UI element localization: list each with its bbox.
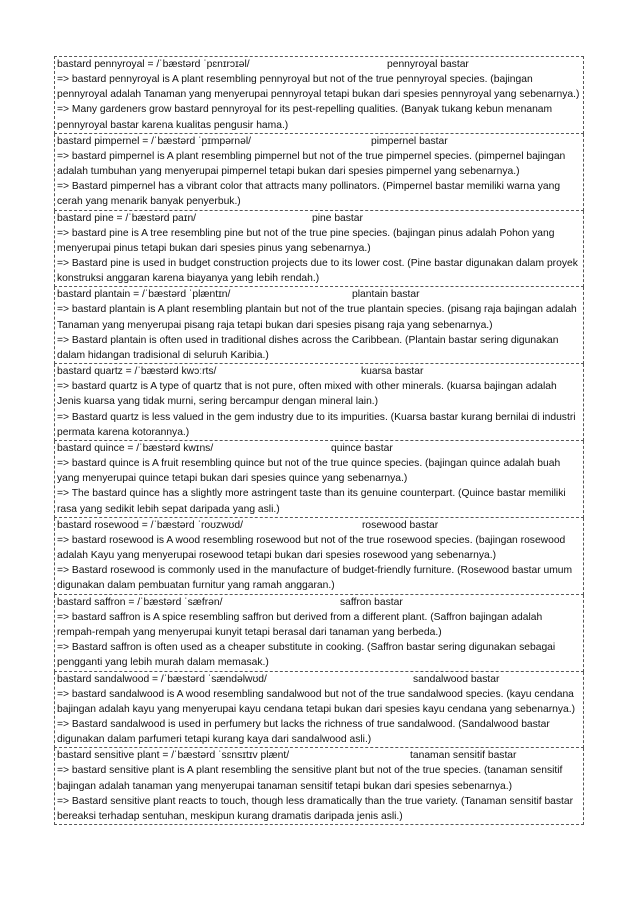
entry-example: => Bastard sandalwood is used in perfumery but lacks the richness of true sandalwood. (Sandalwood bastar digunakan dalam parfumeri tetapi kurang kaya dari sandalwood asli.) <box>57 718 550 746</box>
entry-header <box>57 287 581 302</box>
entry-definition: => bastard rosewood is A wood resembling rosewood but not of the true rosewood species. (bajingan rosewood adalah Kayu yang menyerupai rosewood tetapi bukan dari spesies rosewood yang sebenarnya.) <box>57 534 566 562</box>
entry-header <box>57 134 581 149</box>
entry-example: => The bastard quince has a slightly more astringent taste than its genuine counterpart. (Quince bastar memiliki rasa yang sedikit lebih sepat daripada yang asli.) <box>57 488 566 515</box>
entry-example: => Bastard plantain is often used in traditional dishes across the Caribbean. (Plantain bastar sering digunakan dalam hidangan tradisional di seluruh Karibia.) <box>57 334 559 362</box>
entry-bastard-quartz <box>54 364 584 441</box>
vocabulary-list <box>54 56 584 825</box>
entry-translation: pennyroyal bastar <box>387 59 469 70</box>
entry-translation: quince bastar <box>331 443 393 455</box>
entry-translation: sandalwood bastar <box>413 673 500 685</box>
entry-term: bastard rosewood = /ˈbæstərd ˈroʊzwʊd/ <box>57 519 243 531</box>
entry-example: => Bastard rosewood is commonly used in the manufacture of budget-friendly furniture. (Rosewood bastar umum digunakan dalam pembuatan furnitur yang ramah anggaran.) <box>57 565 573 592</box>
entry-header <box>57 672 581 687</box>
entry-bastard-sensitive-plant <box>54 748 584 825</box>
entry-definition: => bastard quartz is A type of quartz that is not pure, often mixed with other minerals. (kuarsa bajingan adalah Jenis kuarsa yang tidak murni, sering bercampur dengan mineral lain.) <box>57 381 557 408</box>
entry-header <box>57 364 581 379</box>
entry-header <box>57 441 581 456</box>
entry-bastard-saffron <box>54 595 584 672</box>
entry-header <box>57 518 581 533</box>
entry-translation: rosewood bastar <box>362 519 439 531</box>
entry-header <box>57 595 581 610</box>
entry-term: bastard plantain = /ˈbæstərd ˈplæntɪn/ <box>57 289 231 301</box>
entry-translation: kuarsa bastar <box>361 366 424 378</box>
entry-definition: => bastard sandalwood is A wood resembling sandalwood but not of the true sandalwood species. (kayu cendana bajingan adalah kayu yang menyerupai kayu cendana tetapi bukan dari spesies kayu cendana yang sebenarnya.) <box>57 688 576 715</box>
entry-header <box>57 211 581 226</box>
entry-term: bastard sensitive plant = /ˈbæstərd ˈsɛnsɪtɪv plænt/ <box>57 750 290 762</box>
entry-example: => Bastard pine is used in budget construction projects due to its lower cost. (Pine bastar digunakan dalam proyek konstruksi anggaran karena biayanya yang lebih rendah.) <box>57 258 578 285</box>
entry-term: bastard pimpernel = /ˈbæstərd ˈpɪmpərnəl/ <box>57 135 251 147</box>
entry-bastard-pimpernel <box>54 134 584 211</box>
entry-example: => Bastard pimpernel has a vibrant color that attracts many pollinators. (Pimpernel bastar memiliki warna yang cerah yang menarik banyak penyerbuk.) <box>57 181 561 208</box>
entry-term: bastard quartz = /ˈbæstərd kwɔːrts/ <box>57 366 217 378</box>
entry-translation: pine bastar <box>312 212 363 224</box>
entry-example: => Bastard saffron is often used as a cheaper substitute in cooking. (Saffron bastar sering digunakan sebagai pengganti yang lebih murah dalam memasak.) <box>57 642 556 669</box>
entry-bastard-sandalwood <box>54 672 584 749</box>
entry-translation: saffron bastar <box>340 596 403 608</box>
entry-term: bastard pennyroyal = /ˈbæstərd ˈpɛnɪrɔɪəl/ <box>57 59 250 70</box>
entry-definition: => bastard plantain is A plant resembling plantain but not of the true plantain species. (pisang raja bajingan adalah Tanaman yang menyerupai pisang raja tetapi bukan dari spesies pisang raja yang sebenarnya.) <box>57 304 577 331</box>
entry-bastard-pine <box>54 211 584 288</box>
entry-term: bastard saffron = /ˈbæstərd ˈsæfrən/ <box>57 596 223 608</box>
entry-definition: => bastard pennyroyal is A plant resembling pennyroyal but not of the true pennyroyal species. (bajingan pennyroyal adalah Tanaman yang menyerupai pennyroyal tetapi bukan dari spesies pennyroyal yang sebenarnya.) <box>57 74 580 101</box>
entry-header <box>57 748 581 763</box>
entry-bastard-plantain <box>54 287 584 364</box>
entry-term: bastard sandalwood = /ˈbæstərd ˈsændəlwʊd/ <box>57 673 267 685</box>
entry-definition: => bastard pimpernel is A plant resembling pimpernel but not of the true pimpernel species. (pimpernel bajingan adalah tumbuhan yang menyerupai pimpernel tetapi bukan dari spesies pimpernel yang sebenarnya.) <box>57 150 566 178</box>
entry-example: => Bastard quartz is less valued in the gem industry due to its impurities. (Kuarsa bastar kurang bernilai di industri permata karena kotorannya.) <box>57 411 576 438</box>
entry-definition: => bastard quince is A fruit resembling quince but not of the true quince species. (bajingan quince adalah buah yang menyerupai quince tetapi bukan dari spesies quince yang sebenarnya.) <box>57 458 561 485</box>
entry-definition: => bastard pine is A tree resembling pine but not of the true pine species. (bajingan pinus adalah Pohon yang menyerupai pinus tetapi bukan dari spesies pinus yang sebenarnya.) <box>57 227 555 254</box>
entry-header <box>57 57 581 72</box>
entry-translation: pimpernel bastar <box>371 135 448 147</box>
entry-term: bastard pine = /ˈbæstərd paɪn/ <box>57 212 197 224</box>
entry-bastard-pennyroyal <box>54 56 584 134</box>
entry-example: => Many gardeners grow bastard pennyroyal for its pest-repelling qualities. (Banyak tukang kebun menanam pennyroyal bastar karena kualitas pengusir hama.) <box>57 104 553 131</box>
entry-translation: plantain bastar <box>352 289 420 301</box>
entry-bastard-quince <box>54 441 584 518</box>
entry-term: bastard quince = /ˈbæstərd kwɪns/ <box>57 443 214 455</box>
entry-example: => Bastard sensitive plant reacts to touch, though less dramatically than the true variety. (Tanaman sensitif bastar bereaksi terhadap sentuhan, meskipun kurang dramatis daripada jenis asli.) <box>57 795 574 822</box>
entry-translation: tanaman sensitif bastar <box>410 750 517 762</box>
entry-definition: => bastard saffron is A spice resembling saffron but derived from a different plant. (Saffron bajingan adalah rempah-rempah yang menyerupai kunyit tetapi berasal dari tanaman yang berbeda.) <box>57 611 543 638</box>
entry-definition: => bastard sensitive plant is A plant resembling the sensitive plant but not of the true species. (tanaman sensitif bajingan adalah tanaman yang menyerupai tanaman sensitif tetapi bukan dari spesies sebenarnya.) <box>57 765 563 792</box>
entry-bastard-rosewood <box>54 518 584 595</box>
